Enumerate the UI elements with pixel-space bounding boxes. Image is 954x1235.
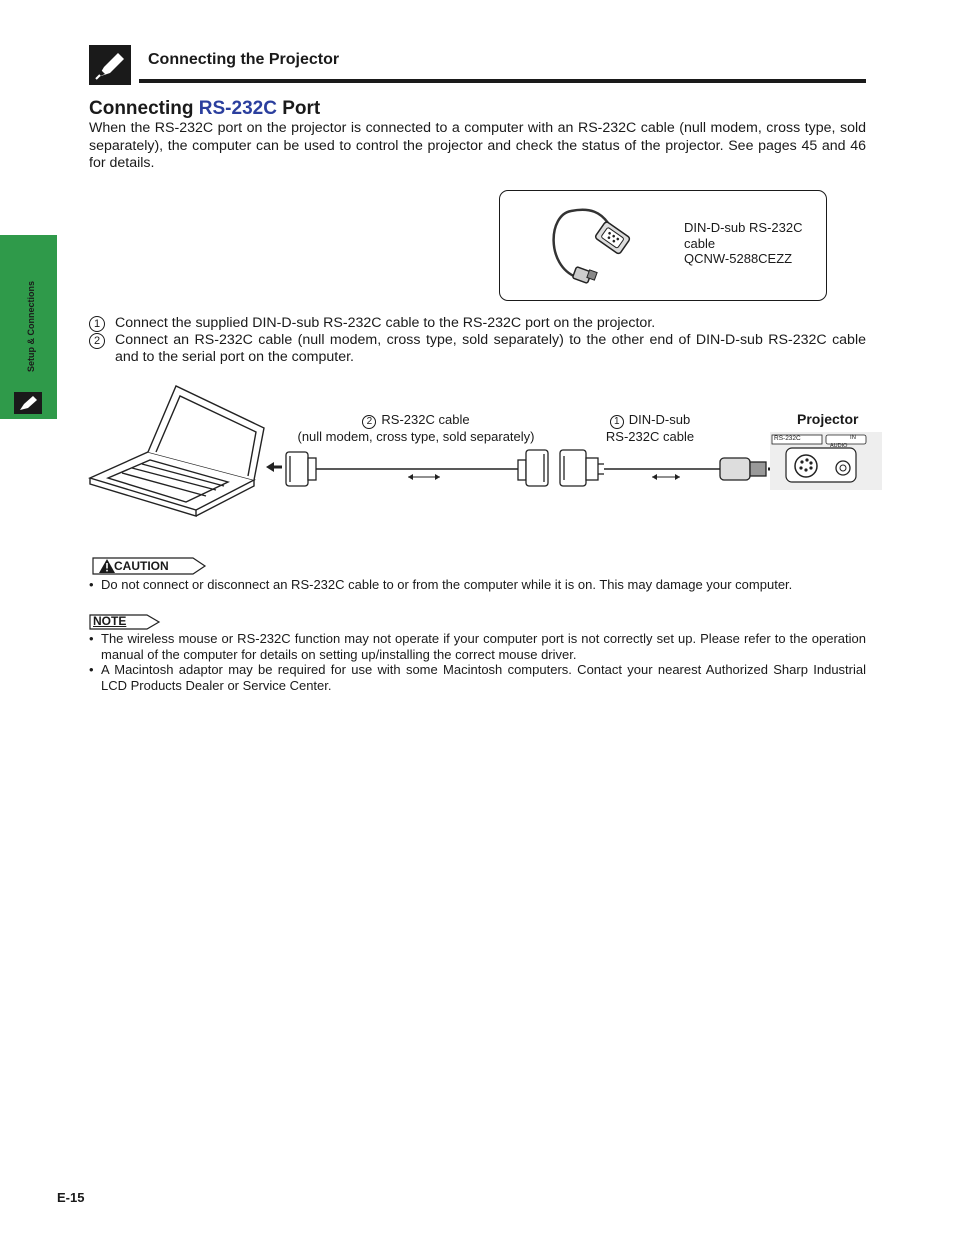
caution-item-text: Do not connect or disconnect an RS-232C cable to or from the computer while it is on. This may damage your computer.	[101, 577, 793, 592]
rs232c-female-connector	[286, 452, 316, 486]
step-text: Connect an RS-232C cable (null modem, cross type, sold separately) to the other end of DIN-D-sub RS-232C cable and to the serial port on the computer.	[115, 332, 866, 365]
title-highlight: RS-232C	[198, 98, 277, 119]
laptop-illustration	[86, 386, 264, 516]
connection-diagram	[86, 380, 886, 540]
din-dsub-cable-label	[590, 412, 710, 445]
cable2-line2: (null modem, cross type, sold separately)	[297, 429, 535, 444]
note-label: NOTE	[93, 614, 127, 628]
title-prefix: Connecting	[89, 98, 199, 119]
panel-audio-label: AUDIO	[830, 443, 848, 449]
bullet-dot: •	[89, 662, 94, 677]
step-2	[89, 332, 866, 368]
page-number: E-15	[57, 1190, 85, 1205]
step-number: 2	[89, 333, 105, 349]
cable1-line1: DIN-D-sub	[628, 412, 691, 427]
panel-rs232c-label: RS-232C	[774, 435, 801, 442]
accessory-line2: cable	[684, 235, 716, 251]
cable-number: 1	[610, 415, 624, 429]
din-dsub-cable-title	[590, 412, 710, 429]
din-dsub-connector	[560, 450, 604, 486]
header-section-title: Connecting the Projector	[148, 51, 340, 68]
accessory-label	[684, 220, 819, 267]
step-1	[89, 315, 866, 333]
caution-label: CAUTION	[114, 559, 169, 573]
step-number: 1	[89, 316, 105, 332]
side-pen-icon	[14, 392, 42, 414]
note-item-text: A Macintosh adaptor may be required for use with some Macintosh computers. Contact your nearest Authorized Sharp Industrial LCD Products Dealer or Service Center.	[101, 662, 866, 693]
side-tab-label: Setup & Connections	[26, 280, 36, 372]
rs232c-cable-title	[276, 412, 556, 429]
bullet-dot: •	[89, 577, 94, 592]
note-item	[89, 631, 866, 662]
accessory-line3: QCNW-5288CEZZ	[684, 251, 793, 266]
intro-paragraph: When the RS-232C port on the projector is connected to a computer with an RS-232C cable (null modem, cross type, sold separately), the computer can be used to control the projector and check the status of the projector. See pages 45 and 46 for details.	[89, 120, 866, 171]
section-title	[89, 98, 320, 120]
note-item-text: The wireless mouse or RS-232C function may not operate if your computer port is not correctly set up. Please refer to the operation manual of the computer for details on setting up/installing the correct mouse driver.	[101, 631, 866, 662]
projector-label: Projector	[797, 411, 859, 427]
panel-in-label: IN	[850, 435, 856, 441]
caution-item	[89, 577, 866, 593]
cable1-line2: RS-232C cable	[605, 429, 695, 444]
note-item	[89, 662, 866, 693]
accessory-line1: DIN-D-sub RS-232C	[684, 220, 803, 235]
cable2-line1: RS-232C cable	[381, 412, 470, 427]
title-suffix: Port	[276, 98, 321, 119]
step-text: Connect the supplied DIN-D-sub RS-232C cable to the RS-232C port on the projector.	[115, 315, 656, 331]
rs232c-cable-label	[276, 412, 556, 445]
header-rule	[139, 79, 866, 83]
projector-pen-icon	[89, 45, 131, 85]
bullet-dot: •	[89, 631, 94, 646]
rs232c-male-connector	[518, 450, 548, 486]
din-dsub-cable-illustration	[546, 205, 646, 287]
cable-number: 2	[362, 415, 376, 429]
